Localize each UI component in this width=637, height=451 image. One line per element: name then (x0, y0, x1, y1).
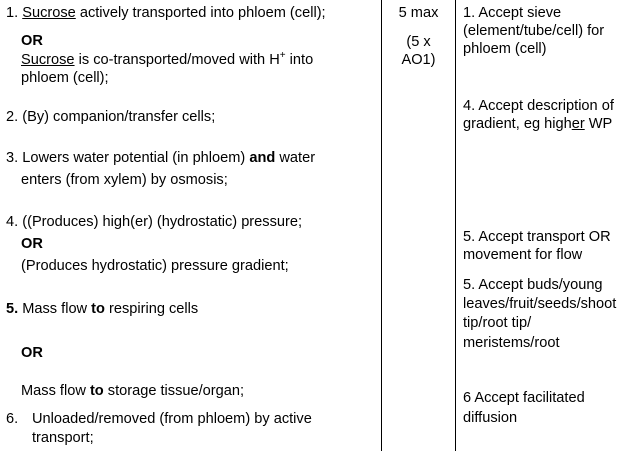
keyword-sucrose: Sucrose (22, 5, 76, 21)
or-label: OR (21, 33, 43, 49)
ao-line-2: AO1) (401, 52, 436, 68)
superscript-plus: + (279, 50, 286, 62)
answer-4-line-2: (Produces hydrostatic) pressure gradient; (21, 258, 289, 274)
guidance-1-line-3: phloem (cell) (463, 41, 547, 57)
guidance-5a-line-1: 5. Accept transport OR (463, 229, 611, 245)
answer-1-line-2 (21, 51, 313, 69)
answer-text: actively transported into phloem (cell); (75, 5, 326, 21)
keyword-sucrose: Sucrose (21, 52, 75, 68)
guidance-6-line-1: 6 Accept facilitated (463, 390, 585, 406)
answer-3-line-2: enters (from xylem) by osmosis; (21, 172, 228, 188)
answer-text: into (285, 52, 314, 68)
guidance-5b-line-3: tip/root tip/ (463, 315, 532, 331)
or-label: OR (21, 236, 43, 252)
guidance-4-line-1: 4. Accept description of (463, 98, 614, 114)
answer-3-line-1: 3. Lowers water potential (in phloem) and water (6, 150, 316, 166)
answer-6-line-2: transport; (32, 430, 94, 446)
answer-number: 1. (6, 5, 23, 21)
answer-1-line-3: phloem (cell); (21, 70, 109, 86)
ao-line-1: (5 x (406, 34, 431, 50)
or-label: OR (21, 345, 43, 361)
column-divider-2 (455, 0, 456, 451)
answer-1-line-1 (6, 4, 326, 22)
guidance-5a-line-2: movement for flow (463, 247, 583, 263)
max-marks: 5 max (398, 5, 439, 21)
guidance-4-line-2: gradient, eg higher WP (463, 116, 613, 132)
guidance-1-line-1: 1. Accept sieve (463, 5, 562, 21)
guidance-1-line-2: (element/tube/cell) for (463, 23, 605, 39)
answer-4-line-1: 4. ((Produces) high(er) (hydrostatic) pressure; (6, 214, 303, 230)
guidance-5b-line-4: meristems/root (463, 335, 560, 351)
guidance-6-line-2: diffusion (463, 410, 518, 426)
guidance-5b-line-2: leaves/fruit/seeds/shoot (463, 296, 617, 312)
answer-text: is co-transported/moved with H (74, 52, 280, 68)
answer-5-alt: Mass flow to storage tissue/organ; (21, 383, 245, 399)
answer-6-line-1: Unloaded/removed (from phloem) by active (32, 411, 312, 427)
answer-6-number: 6. (6, 411, 19, 427)
answer-5: 5. Mass flow to respiring cells (6, 301, 199, 317)
answer-2: 2. (By) companion/transfer cells; (6, 109, 216, 125)
guidance-5b-line-1: 5. Accept buds/young (463, 277, 603, 293)
